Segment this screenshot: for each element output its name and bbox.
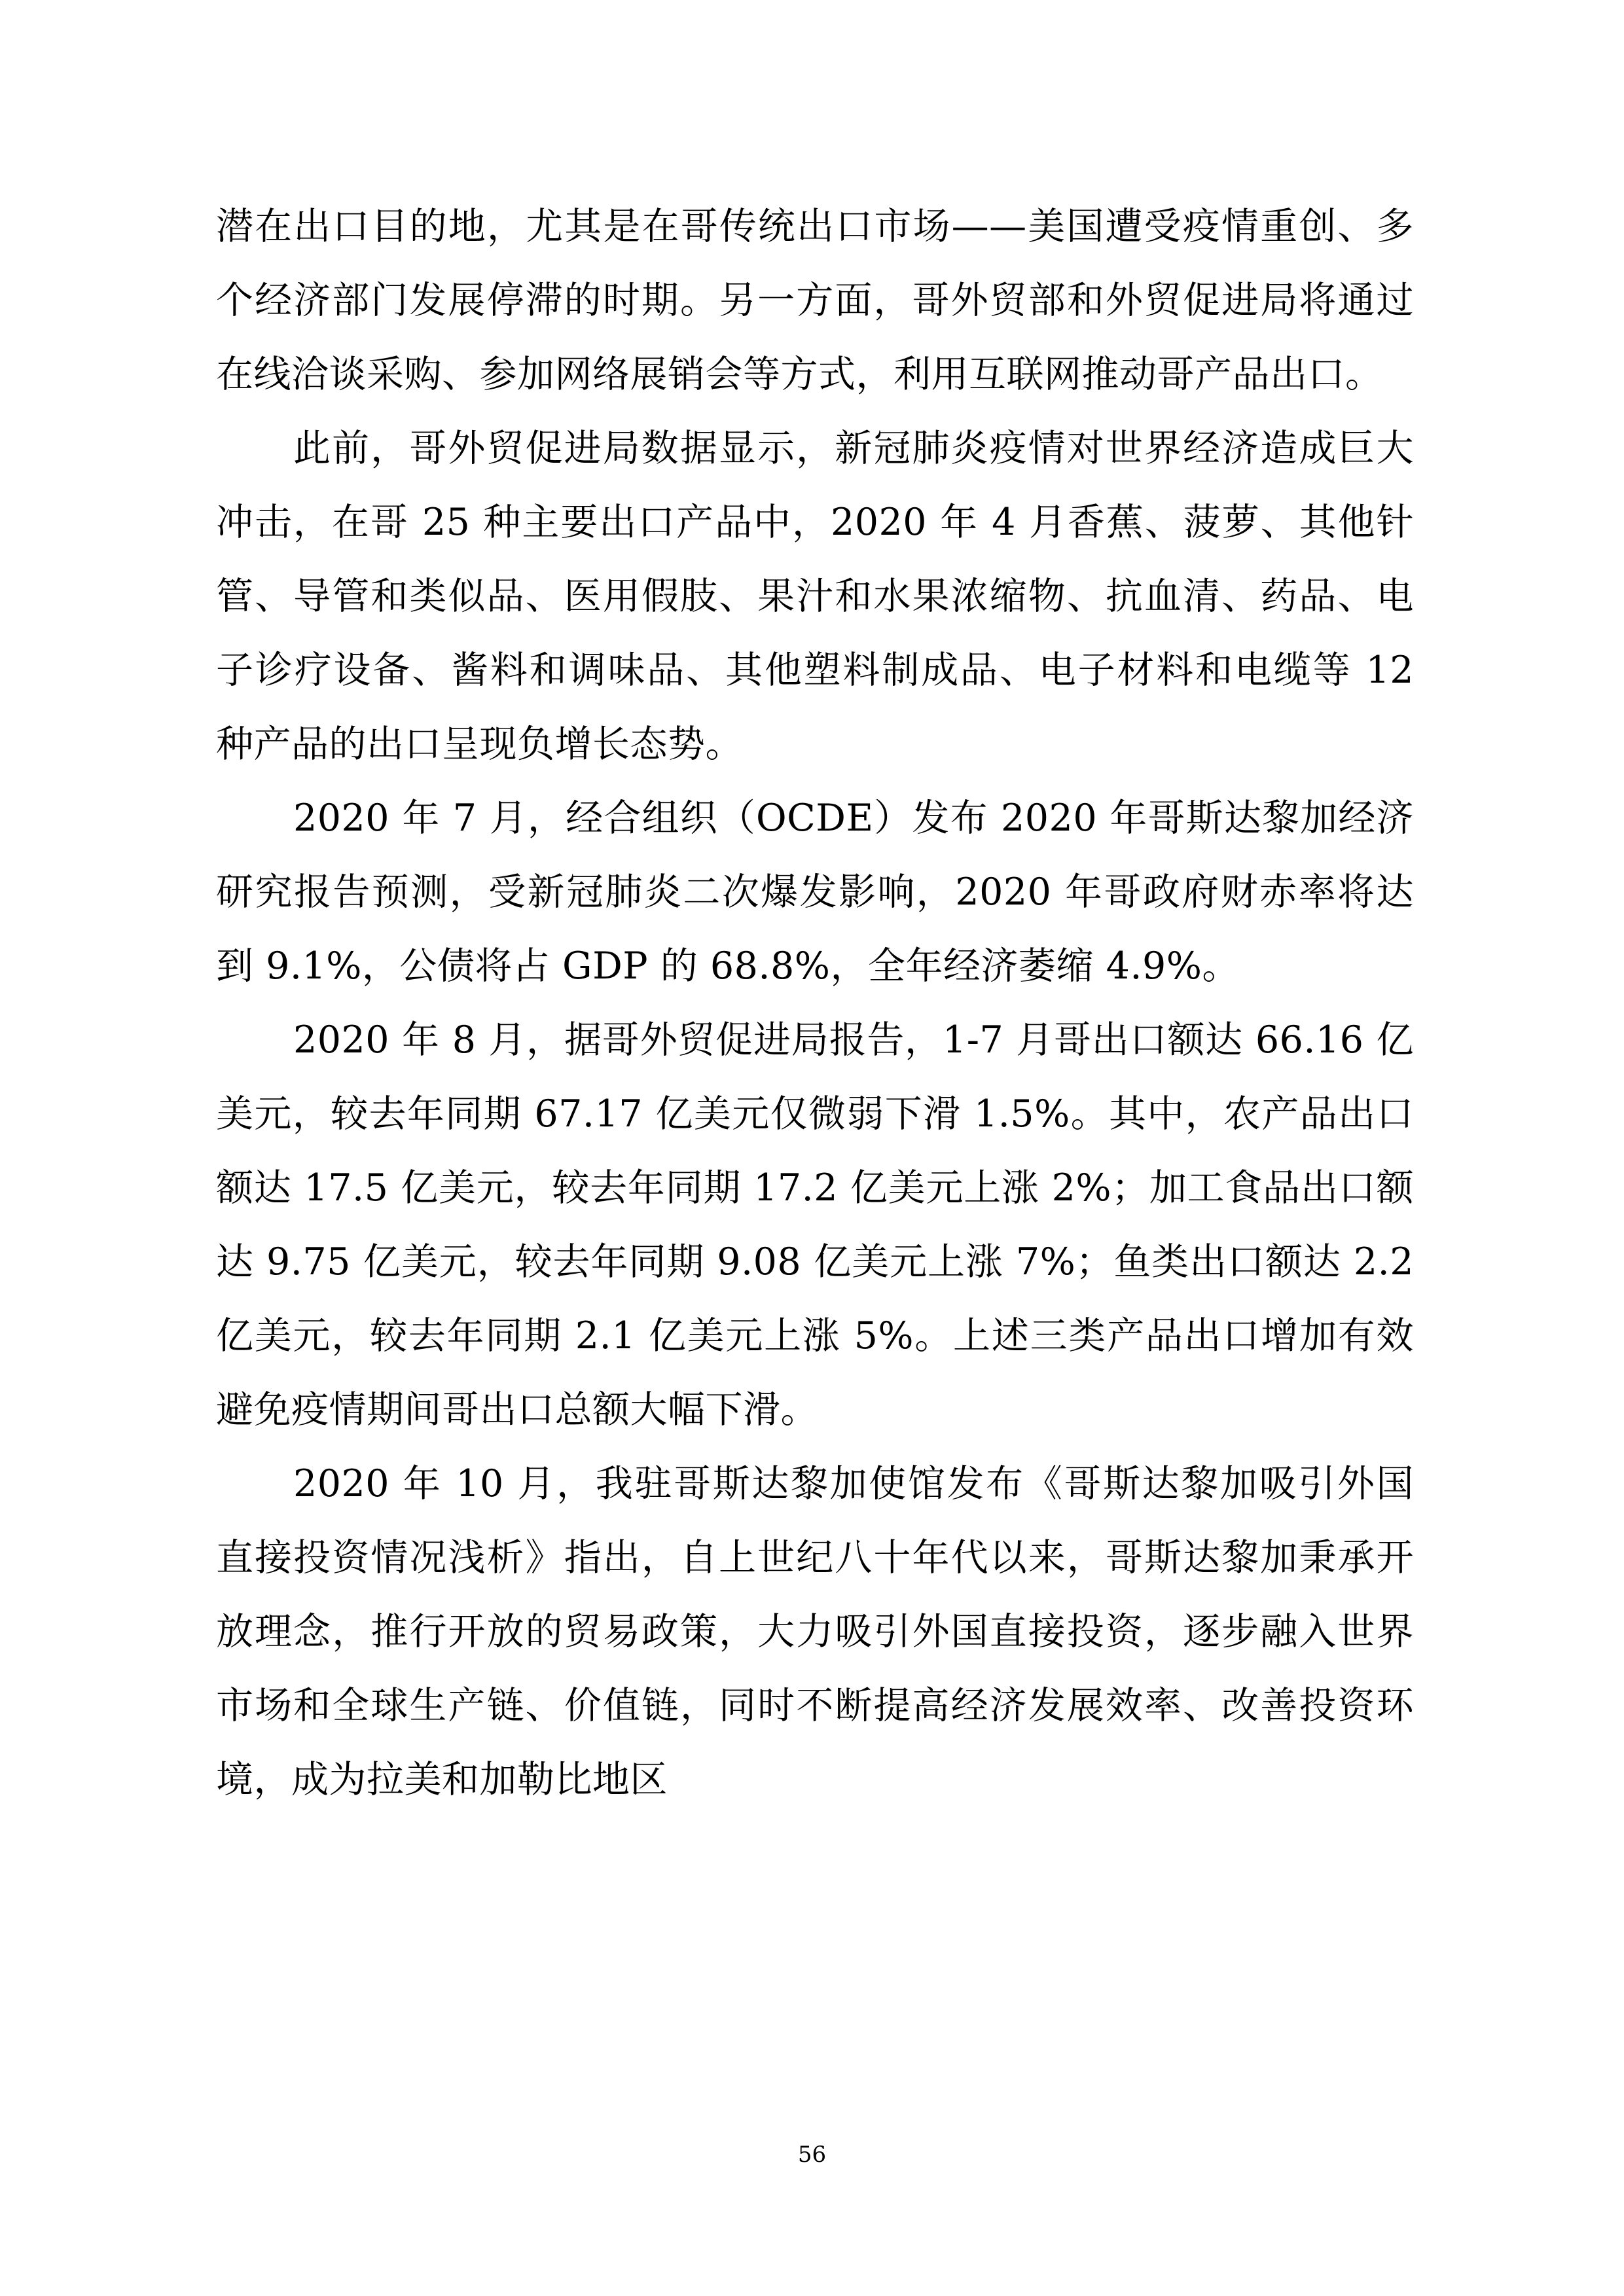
paragraph-3: 2020 年 7 月，经合组织（OCDE）发布 2020 年哥斯达黎加经济研究报告预测，受新冠肺炎二次爆发影响，2020 年哥政府财赤率将达到 9.1%，公债将占 GDP 的 68.8%，全年经济萎缩 4.9%。: [216, 797, 1414, 988]
paragraph-1: 潜在出口目的地，尤其是在哥传统出口市场——美国遭受疫情重创、多个经济部门发展停滞的时期。另一方面，哥外贸部和外贸促进局将通过在线洽谈采购、参加网络展销会等方式，利用互联网推动哥产品出口。: [216, 205, 1414, 396]
paragraph-2: 此前，哥外贸促进局数据显示，新冠肺炎疫情对世界经济造成巨大冲击，在哥 25 种主要出口产品中，2020 年 4 月香蕉、菠萝、其他针管、导管和类似品、医用假肢、果汁和水果浓缩物、抗血清、药品、电子诊疗设备、酱料和调味品、其他塑料制成品、电子材料和电缆等 12 种产品的出口呈现负增长态势。: [216, 427, 1414, 766]
paragraph-5: 2020 年 10 月，我驻哥斯达黎加使馆发布《哥斯达黎加吸引外国直接投资情况浅析》指出，自上世纪八十年代以来，哥斯达黎加秉承开放理念，推行开放的贸易政策，大力吸引外国直接投资，逐步融入世界市场和全球生产链、价值链，同时不断提高经济发展效率、改善投资环境，成为拉美和加勒比地区: [216, 1462, 1414, 1801]
page-body: [216, 190, 1414, 1817]
paragraph-4: 2020 年 8 月，据哥外贸促进局报告，1-7 月哥出口额达 66.16 亿美元，较去年同期 67.17 亿美元仅微弱下滑 1.5%。其中，农产品出口额达 17.5 亿美元，较去年同期 17.2 亿美元上涨 2%；加工食品出口额达 9.75 亿美元，较去年同期 9.08 亿美元上涨 7%；鱼类出口额达 2.2 亿美元，较去年同期 2.1 亿美元上涨 5%。上述三类产品出口增加有效避免疫情期间哥出口总额大幅下滑。: [216, 1018, 1414, 1431]
page-number: 56: [797, 2142, 827, 2168]
